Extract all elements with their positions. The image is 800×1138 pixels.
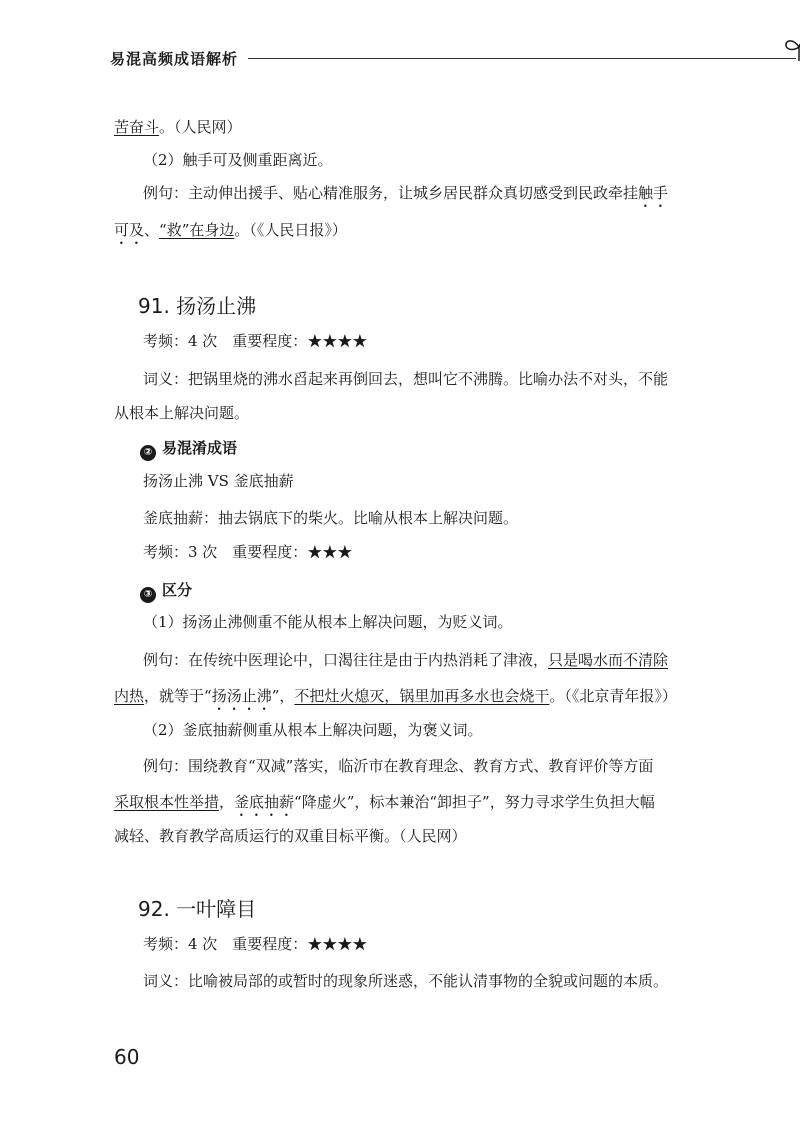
text-line: （1）扬汤止沸侧重不能从根本上解决问题，为贬义词。	[143, 613, 513, 631]
text-line: 词义：把锅里烧的沸水舀起来再倒回去，想叫它不沸腾。比喻办法不对头，不能	[143, 370, 669, 388]
text-line: （2）触手可及侧重距离近。	[143, 151, 333, 169]
header-rule	[248, 58, 796, 59]
text-line: 例句：围绕教育“双减”落实，临沂市在教育理念、教育方式、教育评价等方面	[143, 757, 654, 775]
sprout-icon	[782, 34, 800, 62]
text-line: 例句：在传统中医理论中，口渴往往是由于内热消耗了津液，只是喝水而不清除	[143, 651, 669, 669]
text-line: 内热，就等于“扬汤止沸”，不把灶火熄灭，锅里加再多水也会烧干。（《北京青年报》）	[114, 687, 677, 705]
section-heading-distinguish: ③ 区分	[140, 579, 192, 603]
entry-title-91: 91. 扬汤止沸	[138, 294, 257, 318]
header-title: 易混高频成语解析	[110, 50, 239, 68]
page-number: 60	[114, 1045, 140, 1069]
section-heading-confusable: ② 易混淆成语	[140, 437, 237, 461]
frequency-line: 考频：3 次 重要程度：★★★	[143, 543, 353, 561]
text-line: 例句：主动伸出援手、贴心精准服务，让城乡居民群众真切感受到民政牵挂触手	[143, 184, 669, 202]
text-line: 可及、“救”在身边。（《人民日报》）	[114, 221, 347, 239]
text-line: 减轻、教育教学高质运行的双重目标平衡。（人民网）	[114, 827, 467, 845]
section-number-icon: ②	[140, 445, 156, 461]
running-header	[110, 48, 710, 78]
text-line: 苦奋斗。（人民网）	[114, 118, 242, 136]
section-number-icon: ③	[140, 587, 156, 603]
entry-title-92: 92. 一叶障目	[138, 897, 257, 921]
text-line: 从根本上解决问题。	[114, 404, 250, 422]
frequency-line: 考频：4 次 重要程度：★★★★	[143, 332, 368, 350]
text-line: 采取根本性举措，釜底抽薪“降虚火”，标本兼治“卸担子”，努力寻求学生负担大幅	[114, 793, 655, 811]
text-line: （2）釜底抽薪侧重从根本上解决问题，为褒义词。	[143, 721, 483, 739]
frequency-line: 考频：4 次 重要程度：★★★★	[143, 935, 368, 953]
text-line: 釜底抽薪：抽去锅底下的柴火。比喻从根本上解决问题。	[143, 509, 519, 527]
text-line: 扬汤止沸 VS 釜底抽薪	[143, 472, 294, 490]
text-line: 词义：比喻被局部的或暂时的现象所迷惑，不能认清事物的全貌或问题的本质。	[143, 972, 669, 990]
